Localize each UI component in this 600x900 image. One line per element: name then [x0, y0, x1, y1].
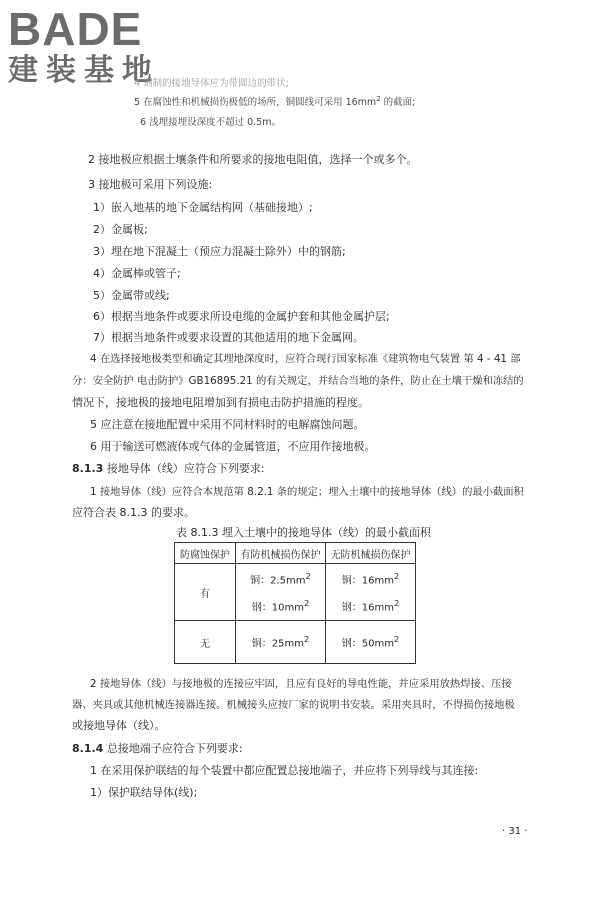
list-item: 6）根据当地条件或要求所设电缆的金属护套和其他金属护层; — [93, 310, 390, 323]
paragraph: 器、夹具或其他机械连接器连接。机械接头应按厂家的说明书安装。采用夹具时，不得损伤接地极 — [72, 699, 515, 711]
table-cell: 无 — [175, 621, 236, 664]
logo-chinese-text: 建装基地 — [8, 53, 160, 88]
section-heading: 8.1.3 接地导体（线）应符合下列要求: — [72, 462, 265, 475]
text-line: 5 在腐蚀性和机械损伤极低的场所，铜圆线可采用 $16mm^2$ 的截面; — [134, 94, 416, 108]
paragraph: 1 在采用保护联结的每个装置中都应配置总接地端子，并应将下列导线与其连接: — [90, 764, 479, 777]
table-row — [175, 621, 416, 664]
list-item: 5）金属带或线; — [93, 289, 170, 302]
paragraph: 应符合表 8.1.3 的要求。 — [72, 506, 195, 519]
text-line: 6 浅埋接埋设深度不超过 0.5m。 — [140, 117, 281, 128]
table-cell: 有 — [175, 564, 236, 621]
table-cell: 铜：$16mm^2$ 钢：$16mm^2$ — [326, 564, 416, 621]
table-caption: 表 8.1.3 埋入土壤中的接地导体（线）的最小截面积 — [176, 526, 431, 539]
list-item: 1）保护联结导体(线); — [90, 786, 198, 799]
list-item: 7）根据当地条件或要求设置的其他适用的地下金属网。 — [93, 331, 364, 344]
table-cell: 铜：$25mm^2$ — [236, 621, 326, 664]
page-number: · 31 · — [502, 826, 528, 837]
paragraph: 情况下，接地极的接地电阻增加到有损电击防护措施的程度。 — [72, 396, 369, 409]
cross-section-table — [174, 542, 416, 664]
table-header: 防腐蚀保护 — [175, 543, 236, 564]
section-heading: 8.1.4 总接地端子应符合下列要求: — [72, 742, 243, 755]
text-line: 4 钢制的接地导体应为带圆边的带状; — [134, 78, 289, 89]
paragraph: 1 接地导体（线）应符合本规范第 8.2.1 条的规定；埋入土壤中的接地导体（线）的最小截面积 — [90, 486, 524, 498]
paragraph: 分：安全防护 电击防护》GB16895.21 的有关规定，并结合当地的条件，防止在土壤干燥和冻结的 — [72, 375, 524, 387]
list-item: 1）嵌入地基的地下金属结构网（基础接地）; — [93, 201, 313, 214]
list-item: 3）埋在地下混凝土（预应力混凝土除外）中的钢筋; — [93, 245, 346, 258]
logo-wordmark: BADE — [8, 3, 143, 55]
paragraph: 2 接地极应根据土壤条件和所要求的接地电阻值，选择一个或多个。 — [88, 153, 418, 166]
paragraph: 5 应注意在接地配置中采用不同材料时的电解腐蚀问题。 — [90, 418, 365, 431]
list-item: 2）金属板; — [93, 223, 148, 236]
table-header-row — [175, 543, 416, 564]
table-cell: 铜：$2.5mm^2$ 钢：$10mm^2$ — [236, 564, 326, 621]
table-cell: 钢：$50mm^2$ — [326, 621, 416, 664]
table-header: 有防机械损伤保护 — [236, 543, 326, 564]
paragraph: 或接地导体（线）。 — [72, 719, 166, 732]
table-header: 无防机械损伤保护 — [326, 543, 416, 564]
paragraph: 2 接地导体（线）与接地极的连接应牢固，且应有良好的导电性能，并应采用放热焊接、压接 — [90, 678, 512, 690]
paragraph: 3 接地极可采用下列设施: — [88, 178, 213, 191]
table-row — [175, 564, 416, 621]
list-item: 4）金属棒或管子; — [93, 267, 181, 280]
paragraph: 4 在选择接地极类型和确定其埋地深度时，应符合现行国家标准《建筑物电气装置 第 4 - 41 部 — [90, 353, 521, 365]
paragraph: 6 用于输送可燃液体或气体的金属管道，不应用作接地极。 — [90, 440, 376, 453]
